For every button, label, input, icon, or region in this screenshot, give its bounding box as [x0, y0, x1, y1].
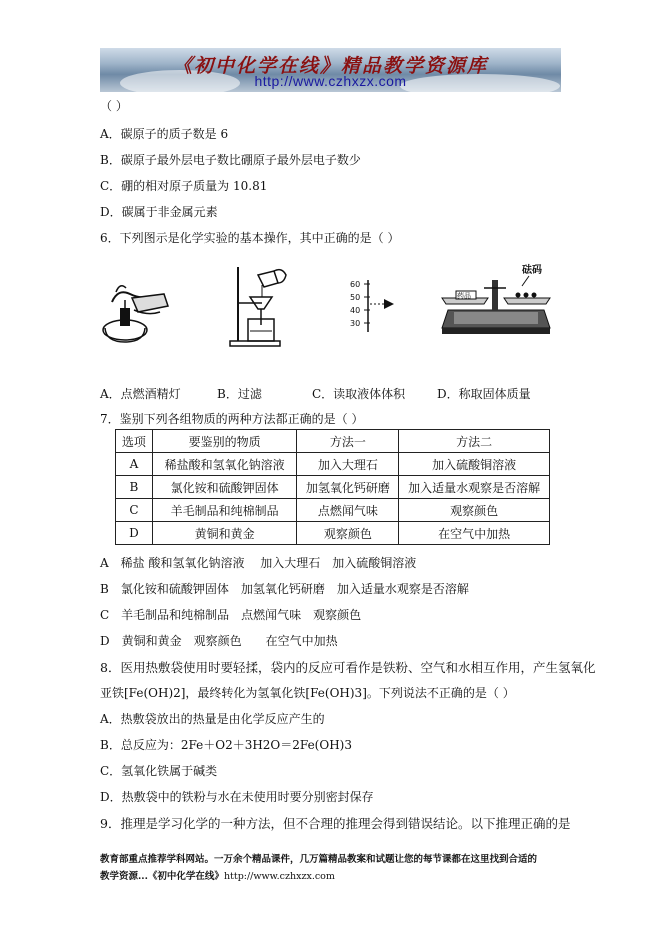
q7-table	[115, 429, 550, 545]
q8-stem-line1: 8．医用热敷袋使用时要轻揉，袋内的反应可看作是铁粉、空气和水相互作用，产生氢氧化	[100, 660, 596, 675]
banner-url[interactable]: http://www.czhxzx.com	[254, 73, 407, 89]
q8-option-c: C．氢氧化铁属于碱类	[100, 764, 218, 778]
table-cell: 氯化铵和硫酸钾固体	[152, 476, 297, 499]
q5-bracket: （ ）	[100, 99, 128, 113]
table-cell: 羊毛制品和纯棉制品	[152, 499, 297, 522]
q6-option-c: C．读取液体体积	[312, 387, 406, 401]
q6-option-d: D．称取固体质量	[437, 387, 531, 401]
footer-site-link[interactable]: http://www.czhxzx.com	[223, 871, 335, 882]
table-cell: D	[116, 522, 153, 545]
q5-option-d: D．碳属于非金属元素	[100, 205, 218, 219]
eye-direction-arrow-icon	[384, 299, 394, 309]
alcohol-lamp-figure	[98, 272, 178, 347]
scale-pan-label: 药品	[457, 292, 471, 300]
cylinder-tick-40: 40	[350, 306, 361, 315]
table-cell: 加氢氧化钙研磨	[297, 476, 399, 499]
table-cell: 稀盐酸和氢氧化钠溶液	[152, 453, 297, 476]
cylinder-tick-60: 60	[350, 280, 361, 289]
balance-figure	[434, 262, 559, 336]
table-cell: 加入大理石	[297, 453, 399, 476]
table-cell: 加入适量水观察是否溶解	[399, 476, 550, 499]
table-cell: 在空气中加热	[399, 522, 550, 545]
table-header-cell: 方法二	[399, 430, 550, 453]
q7-option-a: A 稀盐 酸和氢氧化钠溶液 加入大理石 加入硫酸铜溶液	[100, 556, 417, 570]
filtration-figure	[228, 263, 288, 347]
table-cell: 观察颜色	[399, 499, 550, 522]
table-header-row	[116, 430, 550, 453]
page-footer	[100, 851, 570, 885]
footer-line2	[100, 868, 570, 885]
q7-option-b: B 氯化铵和硫酸钾固体 加氢氧化钙研磨 加入适量水观察是否溶解	[100, 582, 469, 596]
cylinder-tick-50: 50	[350, 293, 361, 302]
table-row	[116, 453, 550, 476]
q5-option-b: B．碳原子最外层电子数比硼原子最外层电子数少	[100, 153, 361, 167]
q7-stem: 7．鉴别下列各组物质的两种方法都正确的是（ ）	[100, 412, 364, 426]
q6-option-b: B．过滤	[217, 387, 262, 401]
table-cell: A	[116, 453, 153, 476]
header-banner	[100, 48, 561, 92]
q5-option-a: A．碳原子的质子数是 6	[100, 127, 229, 141]
table-cell: C	[116, 499, 153, 522]
table-cell: B	[116, 476, 153, 499]
q7-option-d: D 黄铜和黄金 观察颜色 在空气中加热	[100, 634, 338, 648]
q6-stem: 6．下列图示是化学实验的基本操作，其中正确的是（ ）	[100, 231, 400, 245]
q7-option-c: C 羊毛制品和纯棉制品 点燃闻气味 观察颜色	[100, 608, 362, 622]
table-row	[116, 522, 550, 545]
table-cell: 观察颜色	[297, 522, 399, 545]
q6-option-a: A．点燃酒精灯	[100, 387, 181, 401]
q9-stem: 9．推理是学习化学的一种方法，但不合理的推理会得到错误结论。以下推理正确的是	[100, 816, 571, 831]
table-header-cell: 要鉴别的物质	[152, 430, 297, 453]
banner-title: 《初中化学在线》精品教学资源库	[172, 55, 488, 77]
q5-option-c: C．硼的相对原子质量为 10.81	[100, 179, 268, 193]
table-cell: 点燃闻气味	[297, 499, 399, 522]
table-cell: 黄铜和黄金	[152, 522, 297, 545]
q8-option-a: A．热敷袋放出的热量是由化学反应产生的	[100, 712, 325, 726]
footer-line1: 教育部重点推荐学科网站。一万余个精品课件，几万篇精品教案和试题让您的每节课都在这里找到合适的	[100, 854, 538, 865]
footer-line2-prefix: 教学资源...《初中化学在线》	[100, 871, 224, 882]
cylinder-tick-30: 30	[350, 319, 361, 328]
table-cell: 加入硫酸铜溶液	[399, 453, 550, 476]
table-header-cell: 选项	[116, 430, 153, 453]
table-row	[116, 499, 550, 522]
scale-weight-label: 砝码	[522, 265, 542, 276]
q8-option-b: B．总反应为：2Fe＋O2＋3H2O＝2Fe(OH)3	[100, 738, 352, 752]
q8-option-d: D．热敷袋中的铁粉与水在未使用时要分别密封保存	[100, 790, 374, 804]
graduated-cylinder-figure	[340, 276, 402, 334]
q8-stem-line2: 亚铁[Fe(OH)2]，最终转化为氢氧化铁[Fe(OH)3]。下列说法不正确的是（ ）	[100, 686, 515, 700]
table-header-cell: 方法一	[297, 430, 399, 453]
table-row	[116, 476, 550, 499]
